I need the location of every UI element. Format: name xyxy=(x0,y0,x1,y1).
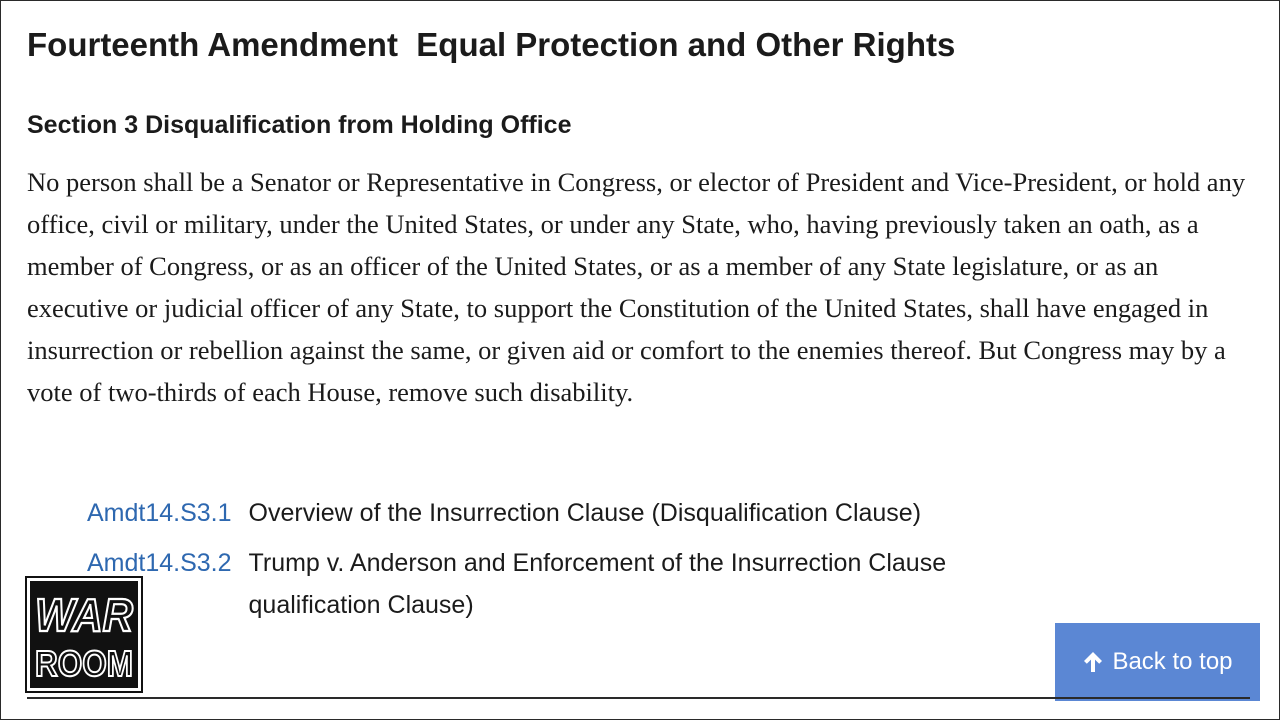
toc-item-amdt14-s3-1 xyxy=(87,492,1187,534)
war-room-logo-icon xyxy=(30,581,138,688)
toc-title: Overview of the Insurrection Clause (Disqualification Clause) xyxy=(248,499,922,527)
logo-line-war: WAR xyxy=(35,589,133,641)
toc-list xyxy=(87,492,1187,634)
toc-title-continuation: qualification Clause) xyxy=(248,591,474,619)
back-to-top-button[interactable] xyxy=(1055,623,1260,701)
war-room-logo xyxy=(27,578,141,691)
bottom-divider xyxy=(27,697,1250,699)
section-heading: Section 3 Disqualification from Holding Office xyxy=(27,111,572,139)
section-text: No person shall be a Senator or Representative in Congress, or elector of President and Vice-President, or hold any office, civil or military, under the United States, or under any State, who, having previously taken an oath, as a member of Congress, or as an officer of the United States, or as a member of any State legislature, or as an executive or judicial officer of any State, to support the Constitution of the United States, shall have engaged in insurrection or rebellion against the same, or given aid or comfort to the enemies thereof. But Congress may by a vote of two-thirds of each House, remove such disability. xyxy=(27,167,1246,407)
toc-item-amdt14-s3-2 xyxy=(87,542,1187,626)
toc-title-line: Trump v. Anderson and Enforcement of the Insurrection Clause xyxy=(248,549,947,577)
arrow-up-icon xyxy=(1082,650,1104,674)
toc-link-amdt14-s3-1[interactable]: Amdt14.S3.1 xyxy=(87,499,232,527)
toc-title xyxy=(249,542,947,626)
toc-link-amdt14-s3-2[interactable]: Amdt14.S3.2 xyxy=(87,549,232,577)
page-title: Fourteenth Amendment Equal Protection and Other Rights xyxy=(27,26,956,63)
back-to-top-label: Back to top xyxy=(1112,648,1233,675)
logo-line-room: ROOM xyxy=(35,643,133,684)
